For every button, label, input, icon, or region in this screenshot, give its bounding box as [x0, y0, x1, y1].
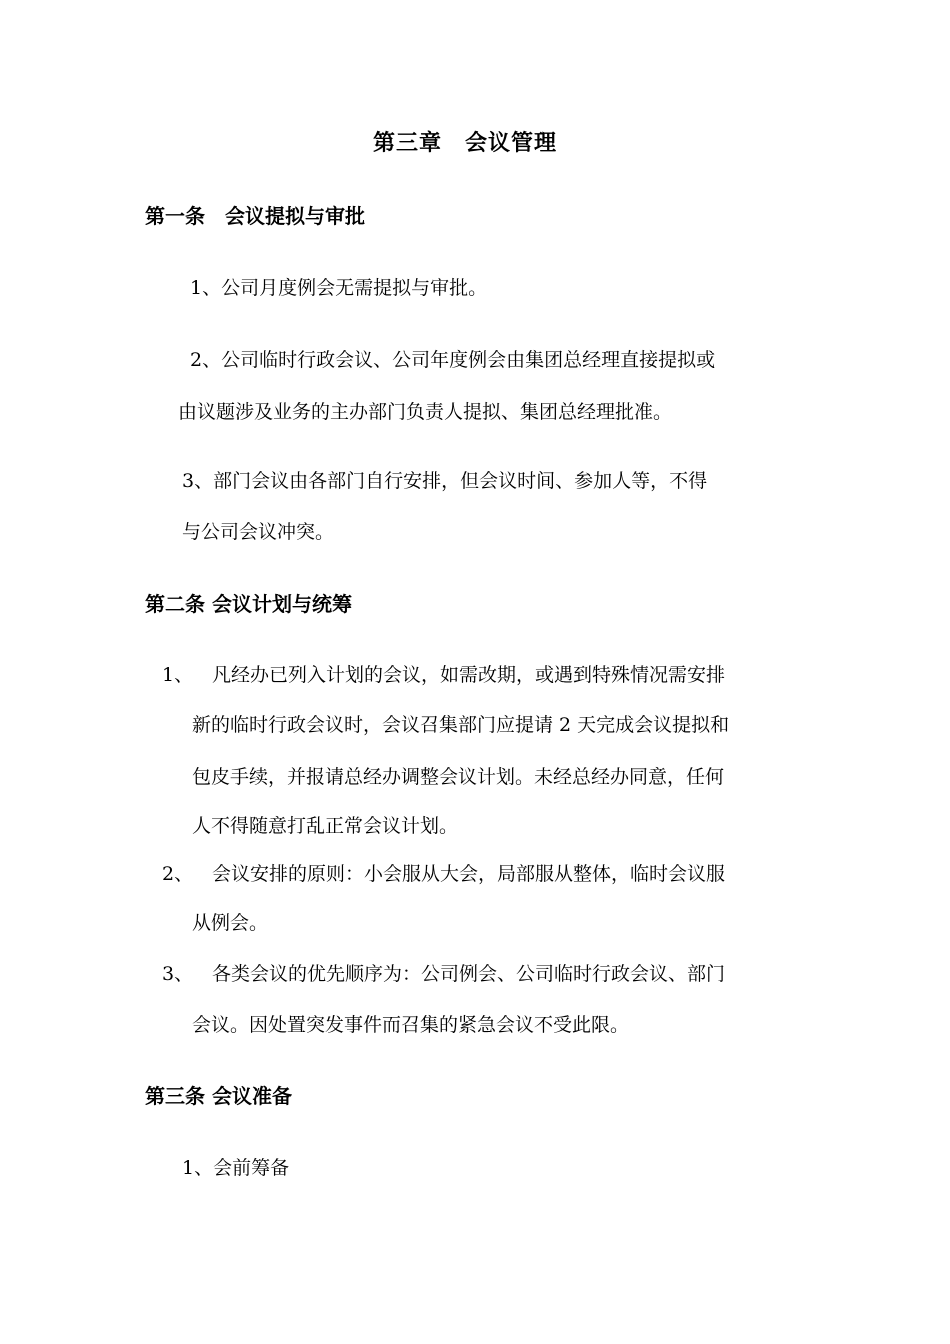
article-2-item-3-line-2: 会议。因处置突发事件而召集的紧急会议不受此限。 [192, 1014, 630, 1036]
article-3-item-1: 1、会前筹备 [182, 1157, 290, 1179]
article-3-heading: 第三条 会议准备 [145, 1084, 292, 1108]
article-2-item-1-line-4: 人不得随意打乱正常会议计划。 [192, 815, 459, 837]
article-1-heading: 第一条 会议提拟与审批 [145, 204, 365, 228]
article-1-item-3-line-1: 3、部门会议由各部门自行安排，但会议时间、参加人等，不得 [182, 470, 708, 492]
article-2-item-3-line-1: 各类会议的优先顺序为：公司例会、公司临时行政会议、部门 [212, 963, 726, 985]
article-2-heading: 第二条 会议计划与统筹 [145, 592, 352, 616]
article-1-item-2-line-1: 2、公司临时行政会议、公司年度例会由集团总经理直接提拟或 [190, 349, 716, 371]
chapter-title: 第三章 会议管理 [373, 130, 558, 156]
article-2-item-2-number: 2、 [162, 863, 194, 885]
article-1-item-3-line-2: 与公司会议冲突。 [182, 521, 335, 543]
article-2-item-2-line-1: 会议安排的原则：小会服从大会，局部服从整体，临时会议服 [212, 863, 726, 885]
article-2-item-1-number: 1、 [162, 664, 194, 686]
article-2-item-3-number: 3、 [162, 963, 194, 985]
article-2-item-1-line-1: 凡经办已列入计划的会议，如需改期，或遇到特殊情况需安排 [212, 664, 726, 686]
article-2-item-1-line-3: 包皮手续，并报请总经办调整会议计划。未经总经办同意，任何 [192, 766, 725, 788]
article-2-item-1-line-2: 新的临时行政会议时，会议召集部门应提请 2 天完成会议提拟和 [192, 714, 730, 736]
article-1-item-1: 1、公司月度例会无需提拟与审批。 [190, 277, 488, 299]
article-2-item-2-line-2: 从例会。 [192, 912, 269, 934]
article-1-item-2-line-2: 由议题涉及业务的主办部门负责人提拟、集团总经理批准。 [178, 401, 673, 423]
